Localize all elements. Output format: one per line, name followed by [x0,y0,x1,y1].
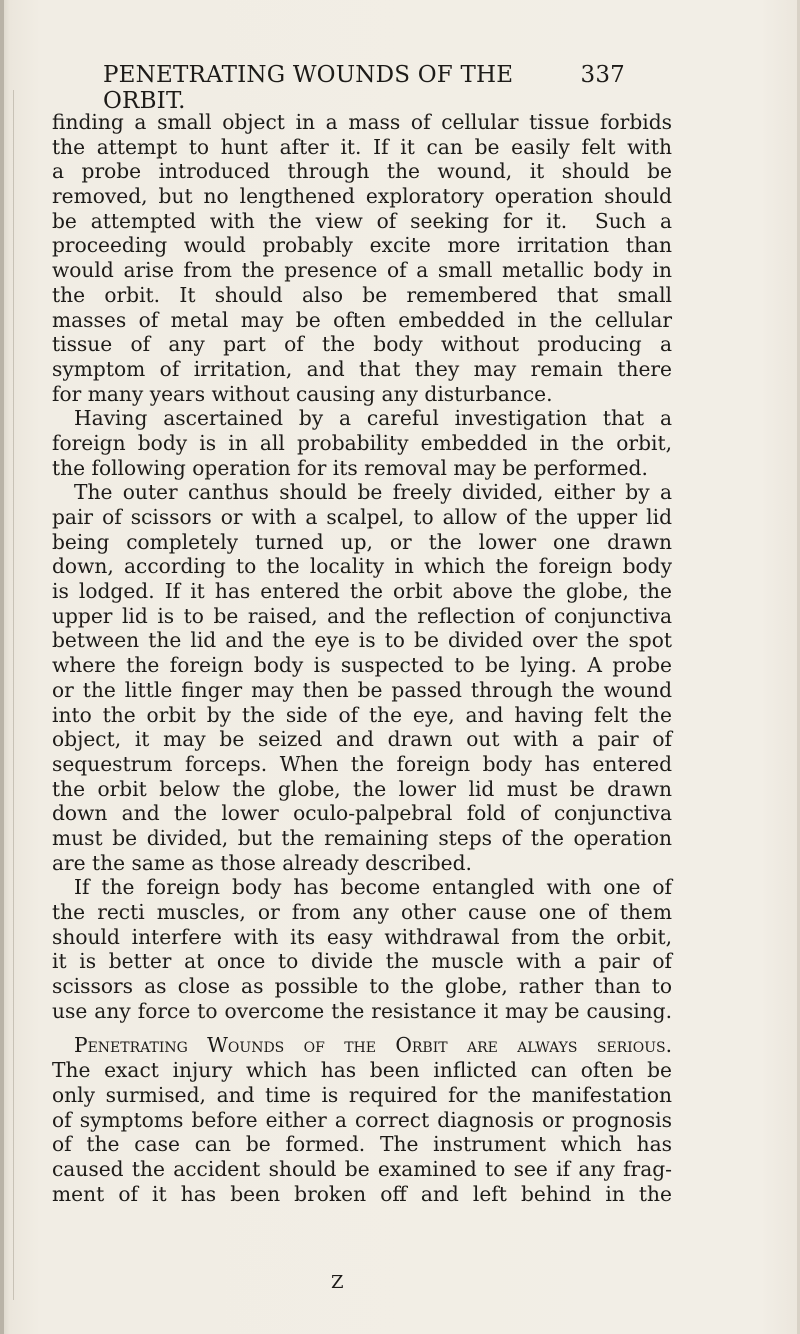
text-line: into the orbit by the side of the eye, and having felt the [52,702,672,727]
text-line: finding a small object in a mass of cellular tissue forbids [52,110,672,134]
text-line: of the case can be formed. The instrument which has [52,1132,672,1157]
text-line: the attempt to hunt after it. If it can be easily felt with [52,134,672,159]
text-line: use any force to overcome the resistance it may be causing. [52,998,672,1023]
text-line: should interfere with its easy withdrawal from the orbit, [52,924,672,949]
text-line: is lodged. If it has entered the orbit above the globe, the [52,579,672,604]
text-line: object, it may be seized and drawn out with a pair of [52,727,672,752]
text-line: must be divided, but the remaining steps of the operation [52,825,672,850]
text-line: tissue of any part of the body without producing a [52,332,672,357]
text-line: proceeding would probably excite more irritation than [52,233,672,258]
text-line: only surmised, and time is required for the manifestation [52,1082,672,1107]
text-line: of symptoms before either a correct diagnosis or prognosis [52,1107,672,1132]
text-line: a probe introduced through the wound, it should be [52,159,672,184]
paragraph [52,480,672,875]
text-line: pair of scissors or with a scalpel, to allow of the upper lid [52,505,672,529]
text-line: would arise from the presence of a small metallic body in [52,258,672,283]
text-line: the orbit. It should also be remembered that small [52,282,672,307]
running-header [103,62,625,114]
text-line: masses of metal may be often embedded in the cellular [52,307,672,332]
text-line: for many years without causing any disturbance. [52,381,553,406]
text-line: Penetrating Wounds of the Orbit are always serious. [74,1033,672,1058]
paragraph [52,406,672,480]
text-line: between the lid and the eye is to be divided over the spot [52,628,672,653]
text-line: the recti muscles, or from any other cause one of them [52,900,672,924]
text-line: If the foreign body has become entangled with one of [74,875,672,900]
text-line: upper lid is to be raised, and the reflection of conjunctiva [52,603,672,628]
text-line: be attempted with the view of seeking for it. Such a [52,208,672,233]
paragraph [52,875,672,1023]
text-line: it is better at once to divide the muscle with a pair of [52,949,672,974]
text-line: ment of it has been broken off and left behind in the [52,1181,672,1206]
text-line: down and the lower oculo-palpebral fold of conjunctiva [52,801,672,826]
text-line: removed, but no lengthened exploratory operation should [52,184,672,209]
paragraph [52,1033,672,1206]
text-line: or the little finger may then be passed through the wound [52,677,672,702]
text-line: symptom of irritation, and that they may remain there [52,356,672,381]
paragraph [52,110,672,406]
paragraph-spacer [52,1023,672,1033]
text-line: sequestrum forceps. When the foreign body has entered [52,751,672,776]
page-gutter-shadow [13,90,14,1300]
text-line: caused the accident should be examined to see if any frag- [52,1156,672,1181]
body-text [52,110,672,1206]
text-line: down, according to the locality in which the foreign body [52,554,672,579]
text-line: where the foreign body is suspected to be lying. A probe [52,653,672,678]
text-line: scissors as close as possible to the globe, rather than to [52,974,672,999]
page-number: 337 [580,62,625,88]
text-line: being completely turned up, or the lower one drawn [52,529,672,554]
text-line: are the same as those already described. [52,850,472,875]
text-line: foreign body is in all probability embedded in the orbit, [52,430,672,455]
text-line: The outer canthus should be freely divided, either by a [74,480,672,505]
text-line: the following operation for its removal may be performed. [52,455,648,480]
page-gutter [0,0,4,1334]
text-line: The exact injury which has been inflicted can often be [52,1058,672,1083]
signature-mark: Z [331,1272,344,1293]
text-line: Having ascertained by a careful investigation that a [74,406,672,431]
text-line: the orbit below the globe, the lower lid must be drawn [52,776,672,801]
running-title: PENETRATING WOUNDS OF THE ORBIT. [103,62,514,114]
